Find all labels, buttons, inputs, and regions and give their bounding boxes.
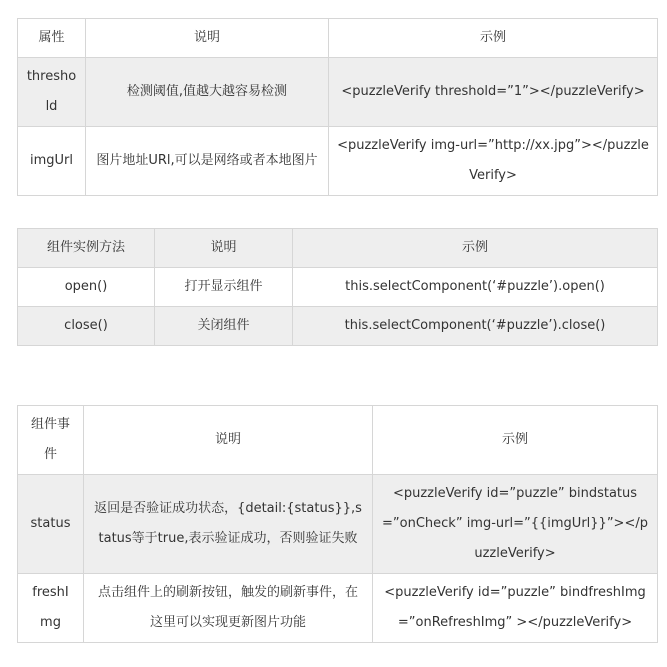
cell-example: <puzzleVerify threshold=”1”></puzzleVerify> [329,58,658,127]
attributes-table [17,18,658,196]
cell-description: 关闭组件 [155,307,293,346]
table-header-row [18,229,658,268]
cell-description: 检测阈值,值越大越容易检测 [86,58,329,127]
cell-description: 打开显示组件 [155,268,293,307]
header-description: 说明 [84,406,373,475]
table-header-row [18,19,658,58]
table-row [18,475,658,574]
cell-example: <puzzleVerify id=”puzzle” bindfreshImg=”onRefreshImg” ></puzzleVerify> [373,574,658,643]
table-row [18,127,658,196]
cell-example: <puzzleVerify id=”puzzle” bindstatus=”onCheck” img-url=”{{imgUrl}}”></puzzleVerify> [373,475,658,574]
header-method: 组件实例方法 [18,229,155,268]
header-attribute: 属性 [18,19,86,58]
header-example: 示例 [293,229,658,268]
cell-name: freshImg [18,574,84,643]
header-example: 示例 [373,406,658,475]
cell-description: 图片地址URl,可以是网络或者本地图片 [86,127,329,196]
methods-table [17,228,658,346]
cell-example: <puzzleVerify img-url=”http://xx.jpg”></puzzleVerify> [329,127,658,196]
cell-example: this.selectComponent(‘#puzzle’).close() [293,307,658,346]
table-row [18,307,658,346]
header-description: 说明 [86,19,329,58]
table-row [18,268,658,307]
cell-description: 点击组件上的刷新按钮，触发的刷新事件，在这里可以实现更新图片功能 [84,574,373,643]
table-row [18,58,658,127]
cell-name: open() [18,268,155,307]
table-header-row [18,406,658,475]
cell-name: imgUrl [18,127,86,196]
header-example: 示例 [329,19,658,58]
cell-name: threshold [18,58,86,127]
header-description: 说明 [155,229,293,268]
header-event: 组件事件 [18,406,84,475]
events-table [17,405,658,643]
cell-example: this.selectComponent(‘#puzzle’).open() [293,268,658,307]
table-row [18,574,658,643]
cell-description: 返回是否验证成功状态，{detail:{status}},status等于true,表示验证成功，否则验证失败 [84,475,373,574]
cell-name: status [18,475,84,574]
cell-name: close() [18,307,155,346]
